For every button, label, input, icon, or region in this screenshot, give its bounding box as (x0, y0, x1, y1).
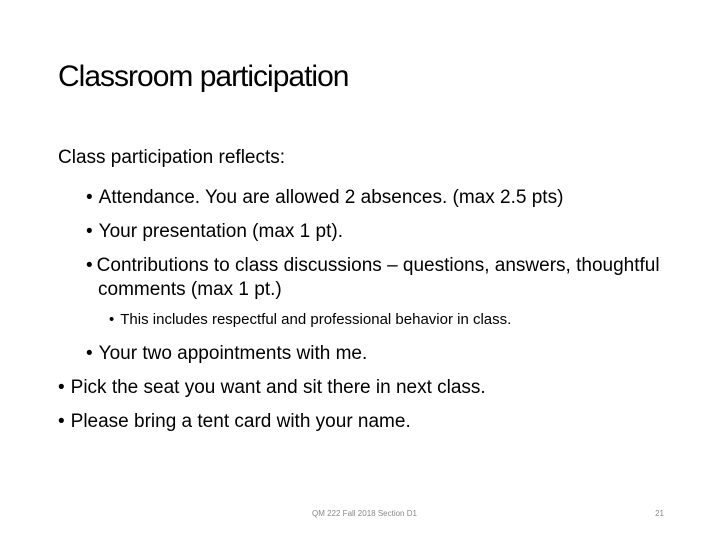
page-number: 21 (655, 509, 664, 518)
slide-body (58, 146, 668, 444)
bullet-text: Please bring a tent card with your name. (70, 411, 411, 432)
bullet-icon: • (86, 187, 93, 208)
sub-bullet-item (58, 310, 668, 330)
bullet-text: Your presentation (max 1 pt). (98, 221, 343, 242)
slide-title: Classroom participation (58, 60, 349, 93)
bullet-item (58, 220, 668, 244)
bullet-icon: • (86, 255, 93, 276)
bullet-item (58, 376, 668, 400)
bullet-text: Attendance. You are allowed 2 absences. (max 2.5 pts) (98, 187, 564, 208)
bullet-item (58, 186, 668, 210)
bullet-text: Your two appointments with me. (98, 343, 368, 364)
bullet-icon: • (58, 377, 65, 398)
bullet-icon: • (109, 311, 115, 328)
bullet-item (58, 342, 668, 366)
bullet-icon: • (58, 411, 65, 432)
bullet-item (58, 410, 668, 434)
bullet-icon: • (86, 221, 93, 242)
bullet-icon: • (86, 343, 93, 364)
bullet-item (58, 254, 668, 302)
intro-text: Class participation reflects: (58, 147, 286, 168)
bullet-text: Pick the seat you want and sit there in next class. (70, 377, 486, 398)
footer-text: QM 222 Fall 2018 Section D1 (312, 509, 417, 518)
sub-bullet-text: This includes respectful and professional behavior in class. (120, 311, 512, 328)
bullet-text: Contributions to class discussions – questions, answers, thoughtful comments (max 1 pt.) (96, 255, 660, 300)
